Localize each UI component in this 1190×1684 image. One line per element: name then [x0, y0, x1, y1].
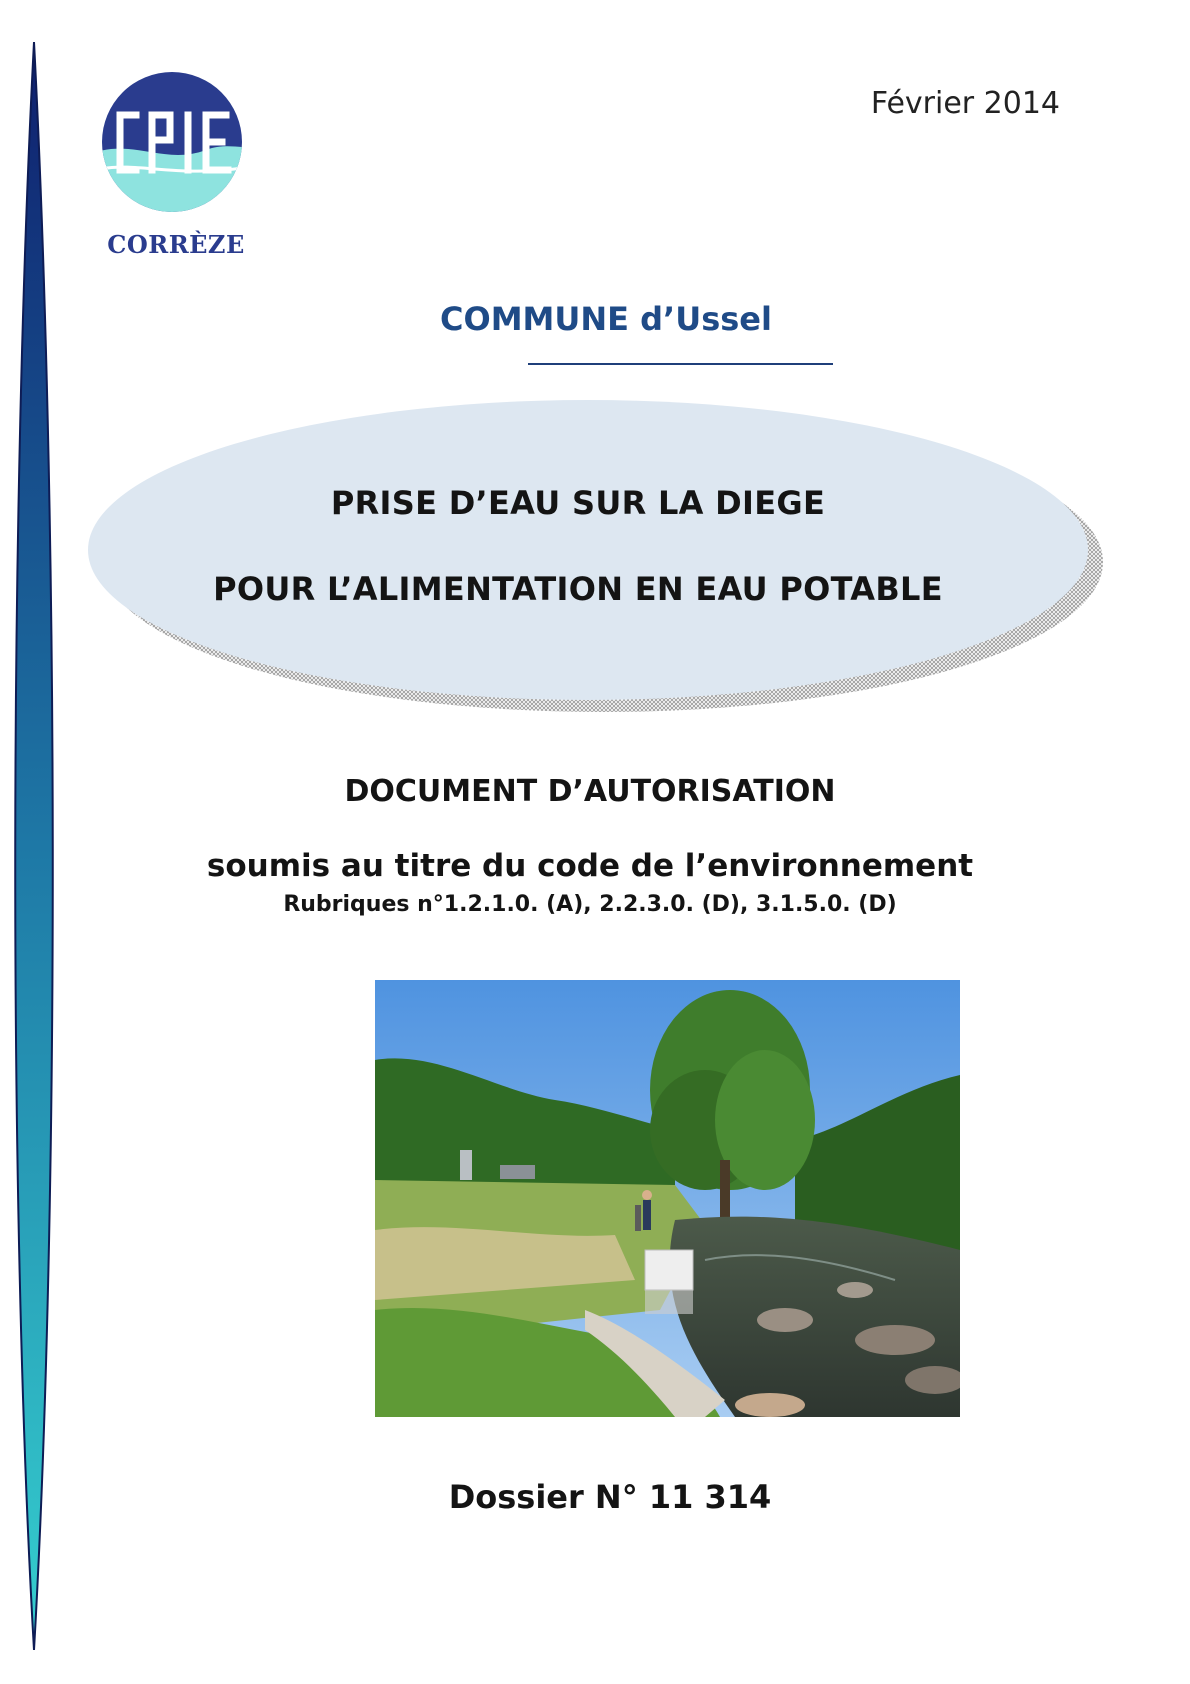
document-type: DOCUMENT D’AUTORISATION	[344, 774, 836, 809]
document-subtitle: soumis au titre du code de l’environnement	[206, 848, 974, 884]
logo-text: CORRÈZE	[107, 230, 245, 259]
main-title-line-2: POUR L’ALIMENTATION EN EAU POTABLE	[213, 570, 943, 608]
document-date: Février 2014	[870, 86, 1060, 121]
sidebar-decoration	[0, 0, 70, 1684]
commune-underline	[528, 363, 833, 365]
river-intake-photo	[375, 980, 960, 1417]
dossier-number: Dossier N° 11 314	[448, 1478, 772, 1516]
title-ellipse	[78, 390, 1108, 720]
commune-title: COMMUNE d’Ussel	[440, 300, 772, 338]
cpie-logo	[96, 70, 256, 265]
logo-emblem-icon	[96, 70, 256, 220]
document-rubriques: Rubriques n°1.2.1.0. (A), 2.2.3.0. (D), 3.1.5.0. (D)	[283, 892, 897, 917]
main-title-line-1: PRISE D’EAU SUR LA DIEGE	[330, 484, 826, 522]
